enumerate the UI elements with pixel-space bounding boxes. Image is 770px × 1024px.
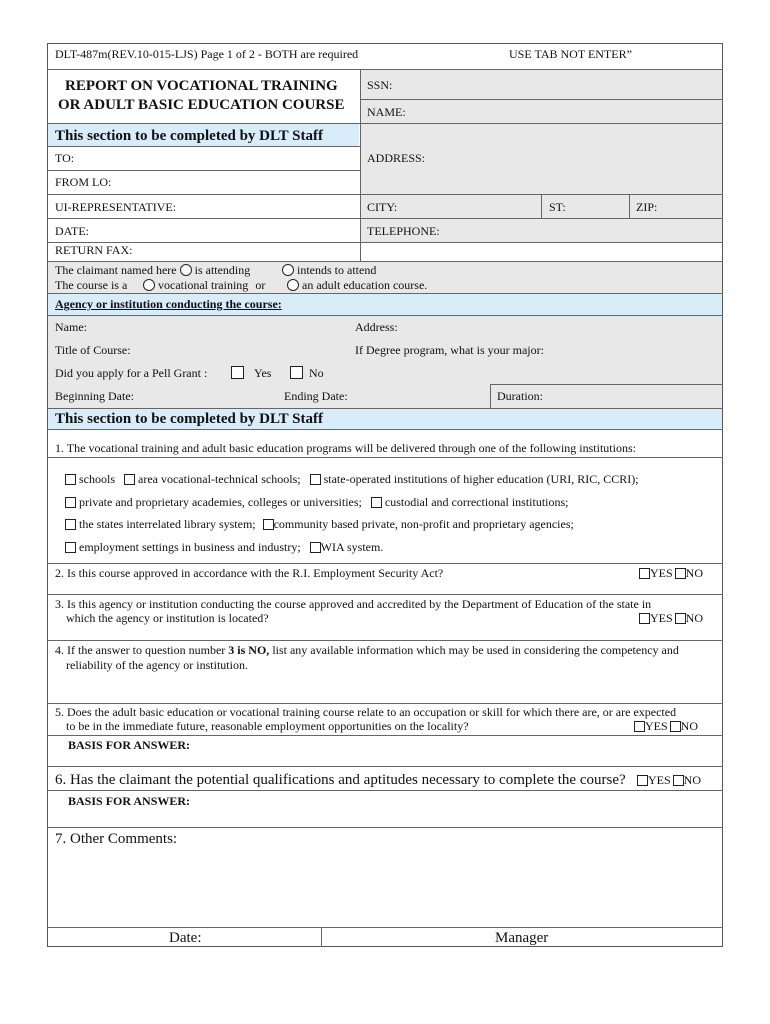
agency-name-field[interactable]: Name:	[55, 320, 87, 334]
agency-heading: Agency or institution conducting the course:	[55, 297, 282, 311]
q2-yes-checkbox[interactable]	[639, 568, 650, 579]
vocational-label: vocational training	[158, 278, 249, 292]
date-field[interactable]: DATE:	[55, 224, 89, 238]
to-field[interactable]: TO:	[55, 151, 75, 165]
q3-yes-no	[639, 612, 703, 626]
attendance-line	[55, 264, 250, 278]
return-fax-field[interactable]: RETURN FAX:	[55, 243, 133, 257]
course-type-prefix: The course is a	[55, 278, 128, 292]
ssn-field[interactable]: SSN:	[367, 78, 393, 92]
pell-no-label: No	[309, 366, 324, 380]
intends-label: intends to attend	[297, 263, 377, 277]
question-6: 6. Has the claimant the potential qualifications and aptitudes necessary to complete the course?	[55, 772, 626, 788]
form-title-line1: REPORT ON VOCATIONAL TRAINING	[65, 78, 338, 94]
form-id: DLT-487m(REV.10-015-LJS) Page 1 of 2 - BOTH are required	[55, 47, 359, 61]
from-lo-field[interactable]: FROM LO:	[55, 175, 112, 189]
course-type-line	[55, 279, 127, 293]
degree-major-field[interactable]: If Degree program, what is your major:	[355, 343, 544, 357]
zip-field[interactable]: ZIP:	[636, 200, 658, 214]
pell-yes-label: Yes	[254, 366, 272, 380]
question-5-line1: 5. Does the adult basic education or vocational training course relate to an occupation or skill for which there are, or are expected	[55, 705, 677, 719]
q5-yes-label: YES	[645, 719, 668, 733]
pell-yes-option	[231, 366, 271, 381]
checkbox-private-proprietary[interactable]	[65, 497, 76, 508]
inst-community-label: community based private, non-profit and proprietary agencies;	[273, 517, 574, 531]
checkbox-area-vocational[interactable]	[124, 474, 135, 485]
city-field[interactable]: CITY:	[367, 200, 398, 214]
q2-yes-no	[639, 567, 703, 581]
q2-no-label: NO	[685, 566, 704, 580]
radio-vocational-training[interactable]	[143, 279, 155, 291]
is-attending-label: is attending	[194, 263, 251, 277]
pell-grant-question: Did you apply for a Pell Grant :	[55, 366, 208, 380]
q4-emphasis: 3 is NO,	[228, 643, 270, 657]
q4-prefix: 4. If the answer to question number	[55, 643, 229, 657]
manager-signature-field[interactable]: Manager	[495, 930, 549, 946]
radio-intends-to-attend[interactable]	[282, 264, 294, 276]
staff-section-heading: This section to be completed by DLT Staff	[55, 128, 323, 144]
inst-wia-label: WIA system.	[320, 540, 384, 554]
q6-no-label: NO	[683, 773, 702, 787]
q6-no-checkbox[interactable]	[673, 775, 684, 786]
checkbox-custodial[interactable]	[371, 497, 382, 508]
checkbox-community-based[interactable]	[263, 519, 274, 530]
adult-label: an adult education course.	[302, 278, 428, 292]
state-field[interactable]: ST:	[549, 200, 566, 214]
staff-section2-heading: This section to be completed by DLT Staff	[55, 411, 323, 427]
intends-option	[282, 264, 376, 278]
checkbox-wia-system[interactable]	[310, 542, 321, 553]
or-label: or	[255, 278, 266, 292]
pell-yes-checkbox[interactable]	[231, 366, 244, 379]
duration-field[interactable]: Duration:	[497, 389, 543, 403]
radio-is-attending[interactable]	[180, 264, 192, 276]
q5-no-label: NO	[680, 719, 699, 733]
question-7-comments[interactable]: 7. Other Comments:	[55, 831, 178, 847]
checkbox-employment-settings[interactable]	[65, 542, 76, 553]
q3-yes-checkbox[interactable]	[639, 613, 650, 624]
institution-row-1	[65, 473, 639, 487]
q5-no-checkbox[interactable]	[670, 721, 681, 732]
q6-yes-no	[637, 774, 701, 788]
address-field[interactable]: ADDRESS:	[367, 151, 426, 165]
institution-row-4	[65, 541, 383, 555]
vocational-option	[143, 279, 265, 293]
inst-state-operated-label: state-operated institutions of higher education (URI, RIC, CCRI);	[323, 472, 639, 486]
institution-row-3	[65, 518, 574, 532]
checkbox-schools[interactable]	[65, 474, 76, 485]
q6-yes-checkbox[interactable]	[637, 775, 648, 786]
question-5-line2: to be in the immediate future, reasonable employment opportunities on the locality?	[66, 719, 469, 733]
form-title-line2: OR ADULT BASIC EDUCATION COURSE	[58, 97, 345, 113]
footer-date-field[interactable]: Date:	[169, 930, 202, 946]
question-3-line2: which the agency or institution is located?	[66, 611, 269, 625]
q6-basis-for-answer[interactable]: BASIS FOR ANSWER:	[68, 794, 191, 808]
inst-schools-label: schools	[79, 472, 115, 486]
inst-employment-label: employment settings in business and industry;	[79, 540, 301, 554]
name-field[interactable]: NAME:	[367, 105, 406, 119]
inst-area-vocational-label: area vocational-technical schools;	[138, 472, 301, 486]
adult-option	[287, 279, 427, 293]
q3-no-checkbox[interactable]	[675, 613, 686, 624]
question-3-line1: 3. Is this agency or institution conducting the course approved and accredited by the Department of Education of the state in	[55, 597, 652, 611]
agency-address-field[interactable]: Address:	[355, 320, 398, 334]
course-title-field[interactable]: Title of Course:	[55, 343, 131, 357]
q4-suffix: list any available information which may be used in considering the competency and	[269, 643, 679, 657]
question-4-line1	[55, 644, 679, 658]
question-4-line2: reliability of the agency or institution.	[66, 658, 248, 672]
question-2: 2. Is this course approved in accordance with the R.I. Employment Security Act?	[55, 566, 444, 580]
question-1: 1. The vocational training and adult basic education programs will be delivered through one of the following institutions:	[55, 441, 636, 455]
ending-date-field[interactable]: Ending Date:	[284, 389, 348, 403]
ui-representative-field[interactable]: UI-REPRESENTATIVE:	[55, 200, 177, 214]
q5-basis-for-answer[interactable]: BASIS FOR ANSWER:	[68, 738, 191, 752]
institution-row-2	[65, 496, 569, 510]
beginning-date-field[interactable]: Beginning Date:	[55, 389, 134, 403]
q6-yes-label: YES	[648, 773, 671, 787]
radio-adult-education[interactable]	[287, 279, 299, 291]
q5-yes-checkbox[interactable]	[634, 721, 645, 732]
pell-no-checkbox[interactable]	[290, 366, 303, 379]
q2-no-checkbox[interactable]	[675, 568, 686, 579]
checkbox-state-operated[interactable]	[310, 474, 321, 485]
checkbox-library-system[interactable]	[65, 519, 76, 530]
pell-no-option	[290, 366, 324, 381]
q5-yes-no	[634, 720, 698, 734]
inst-private-label: private and proprietary academies, colleges or universities;	[79, 495, 362, 509]
telephone-field[interactable]: TELEPHONE:	[367, 224, 440, 238]
attendance-prefix: The claimant named here	[55, 263, 177, 277]
tab-note: USE TAB NOT ENTER”	[509, 47, 632, 61]
inst-custodial-label: custodial and correctional institutions;	[384, 495, 569, 509]
inst-library-label: the states interrelated library system;	[79, 517, 256, 531]
q3-yes-label: YES	[650, 611, 673, 625]
q2-yes-label: YES	[650, 566, 673, 580]
q3-no-label: NO	[685, 611, 704, 625]
